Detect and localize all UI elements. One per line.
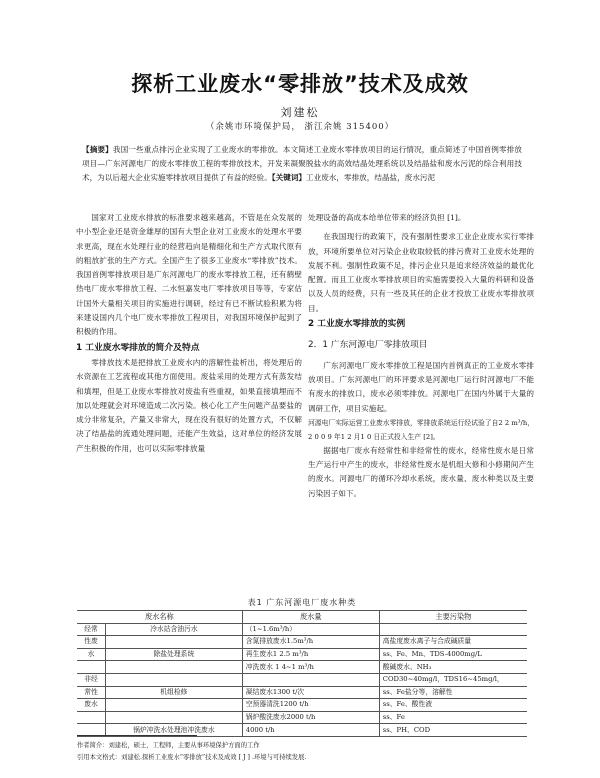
table-row (77, 699, 527, 712)
table-cell-pollutants (379, 623, 527, 636)
abstract-label: 【摘要】 (82, 145, 113, 154)
table-cell-g1: 性废 (77, 636, 106, 649)
table-cell-pollutants: ss、Fe、Mn、TDS-4000mg/L (379, 648, 527, 661)
table-header: 废水量 (242, 611, 379, 624)
table-body (77, 623, 527, 736)
table-cell-g2: 除盐处理系统 (106, 648, 243, 661)
table-header-row (77, 611, 527, 624)
table-cell-g1 (77, 661, 106, 674)
table-header: 废水名称 (77, 611, 242, 624)
table-cell-pollutants: 酸碱废水、NH₃ (379, 661, 527, 674)
table-cell-g2 (106, 636, 243, 649)
intro-paragraph: 国家对工业废水排放的标准要求越来越高，不管是在众发展的中小型企业还是资金雄厚的国有大型企业对工业废水的处理水平要求更高，现在水处理行业的经营趋向是精细化和生产方式取代原有的粗放扩张的生产方式。全国产生了很多工业废水“零排放”技术。我国首例零排放项目是广东河源电厂的废水零排放工程，还有鹤壁热电厂废水零排放工程、二水恒嘉发电厂零排放项目等等，专家估计国外大量相关项目的实施进行调研，经过有已不断试验积累为将来建设国内几个电厂废水零排放工程项目，对我国环境保护起到了积极的作用。 (76, 213, 302, 337)
wastewater-types-paragraph: 据据电厂废水有经常性和非经常性的废水，经常性废水是日常生产运行中产生的废水，非经常性废水是机组大修和小修期间产生的废水。河源电厂的循环冷却水系统，废水量、废水种类以及主要污染因子如下。 (308, 445, 534, 498)
table-row (77, 673, 527, 686)
table-row (77, 623, 527, 636)
table-cell-g2: 机组检修 (106, 686, 243, 699)
left-column (76, 211, 302, 456)
table-cell-pollutants: 高盐度废水离子与合成碱质量 (379, 636, 527, 649)
table-cell-g2: 冷水站含油污水 (106, 623, 243, 636)
section-1-paragraph: 零排放技术是把排放工业废水内的溶解性盐析出，将处理后的水资源在工艺流程或其他方面使用。废盐采用的处理方式有蒸发结和填埋，但是工业废水零排放对废盐有些重视，如果直接填埋而不加以处理就会对环境造成二次污染。核心化工产生问题产品要盐的成分非常复杂，产量又非常大，现在没有很好的处置方式，不仅解决了结晶盐的流通处理问题，还能产生效益，这对单位的经济发展产生积极的作用，也可以实际零排放量 (76, 357, 302, 453)
table-row (77, 661, 527, 674)
table-cell-pollutants: ss、Fe (379, 711, 527, 724)
author-affiliation: （余姚市环境保护局， 浙江余姚 315400） (205, 122, 395, 132)
footnote-author-bio: 作者简介：刘建松，硕士，工程师，主要从事环境保护方面的工作 (77, 742, 260, 749)
section-heading-1: 1 工业废水零排放的简介及特点 (76, 342, 200, 353)
table-cell-g1: 常性 (77, 686, 106, 699)
keywords-label: 【关键词】 (271, 173, 307, 182)
table-cell-amount (242, 673, 379, 686)
operation-paragraph: 河源电厂实际运营工业废水零排放，零排放系统运行经试验了自2 2 m³/h，2 0 0 9 年1 2 月1 0 日正式投入生产 [2]。 (308, 418, 534, 441)
table-cell-g2 (106, 673, 243, 686)
policy-paragraph: 在我国现行的政策下，没有强制性要求工业企业废水实行零排放，环境所要单位对污染企业收取较低的排污费对工业废水处理的发展不利。强制性政策不足，排污企业只是追求经济效益的最优化配置。而且工业废水零排放项目的实施需要投入大量的科研和设备以及人员的经费，只有一些及其任的企业才投放工业废水零排放项目。 (308, 232, 534, 313)
table-cell-amount: （1~1.6m³/h） (242, 623, 379, 636)
table-row (77, 636, 527, 649)
section-heading-2: 2 工业废水零排放的实例 (308, 319, 406, 330)
continued-paragraph: 处理设备的高成本给单位带来的经济负担 [1]。 (308, 213, 466, 222)
paper-title: 探析工业废水“零排放”技术及成效 (131, 72, 469, 96)
table-row (77, 648, 527, 661)
table-cell-amount: 含氮排放废水1.5m³/h (242, 636, 379, 649)
footnote-citation: 引用本文格式：刘建松.探析工业废水“零排放”技术及成效 [ J ] .环境与可持续发展. (77, 754, 307, 761)
table-cell-pollutants: ss、Fe、酸性液 (379, 699, 527, 712)
author-name: 刘建松 (280, 106, 320, 119)
table-1 (77, 597, 527, 737)
table-header: 主要污染物 (379, 611, 527, 624)
table-cell-amount: 再生废水1 2.5 m³/h (242, 648, 379, 661)
table-cell-g2 (106, 711, 243, 724)
table-cell-amount: 锅炉酸洗废水2000 t/h (242, 711, 379, 724)
table-cell-pollutants: ss、Fe盐分等，溶解性 (379, 686, 527, 699)
heyuan-paragraph: 广东河源电厂废水零排放工程是国内首例真正的工业废水零排放项目。广东河源电厂的环评要求是河源电厂运行时河源电厂不能有废水的排放口，废水必须零排放。河源电厂在国内外属于大量的调研工作，项目实施起。 (308, 360, 534, 413)
footnote-rule (77, 735, 197, 736)
table-cell-g2 (106, 699, 243, 712)
table-cell-pollutants: ss、PH、COD (379, 724, 527, 737)
table-row (77, 711, 527, 724)
abstract-block (82, 143, 522, 185)
keywords-text: 工业废水，零排放，结晶盐，废水污泥 (306, 173, 436, 182)
table-cell-amount: 4000 t/h (242, 724, 379, 737)
table-cell-amount: 冲洗废水 1 4~1 m³/h (242, 661, 379, 674)
table-cell-amount: 空预器清洗1200 t/h (242, 699, 379, 712)
table-cell-amount: 凝结废水1300 t/次 (242, 686, 379, 699)
table-row (77, 686, 527, 699)
table-cell-g2 (106, 661, 243, 674)
subsection-heading-2-1: 2．1 广东河源电厂零排放项目 (308, 340, 428, 351)
table-cell-g1: 废水 (77, 699, 106, 712)
table-caption: 表1 广东河源电厂废水种类 (247, 598, 357, 607)
table-cell-g1: 水 (77, 648, 106, 661)
wastewater-table (77, 610, 527, 737)
table-cell-g2: 锅炉冲洗水处理池冲洗废水 (106, 724, 243, 737)
table-cell-g1: 非经 (77, 673, 106, 686)
table-cell-g1 (77, 711, 106, 724)
table-cell-g1: 经常 (77, 623, 106, 636)
table-cell-pollutants: COD30~40mg/l，TDS16~45mg/l， (379, 673, 527, 686)
right-column (308, 211, 534, 501)
abstract-text: 我国一些重点排污企业实现了工业废水的零排放。本文简述工业废水零排放项目的运行情况，重点简述了中国首例零排放项目—广东河源电厂的废水零排放工程的零排放技术，开发来凝聚脱盐水的高效结晶处理系统以及结晶盐和废水污泥的综合利用技术，为以后超大企业实施零排放项目提供了有益的经验。 (82, 145, 522, 182)
